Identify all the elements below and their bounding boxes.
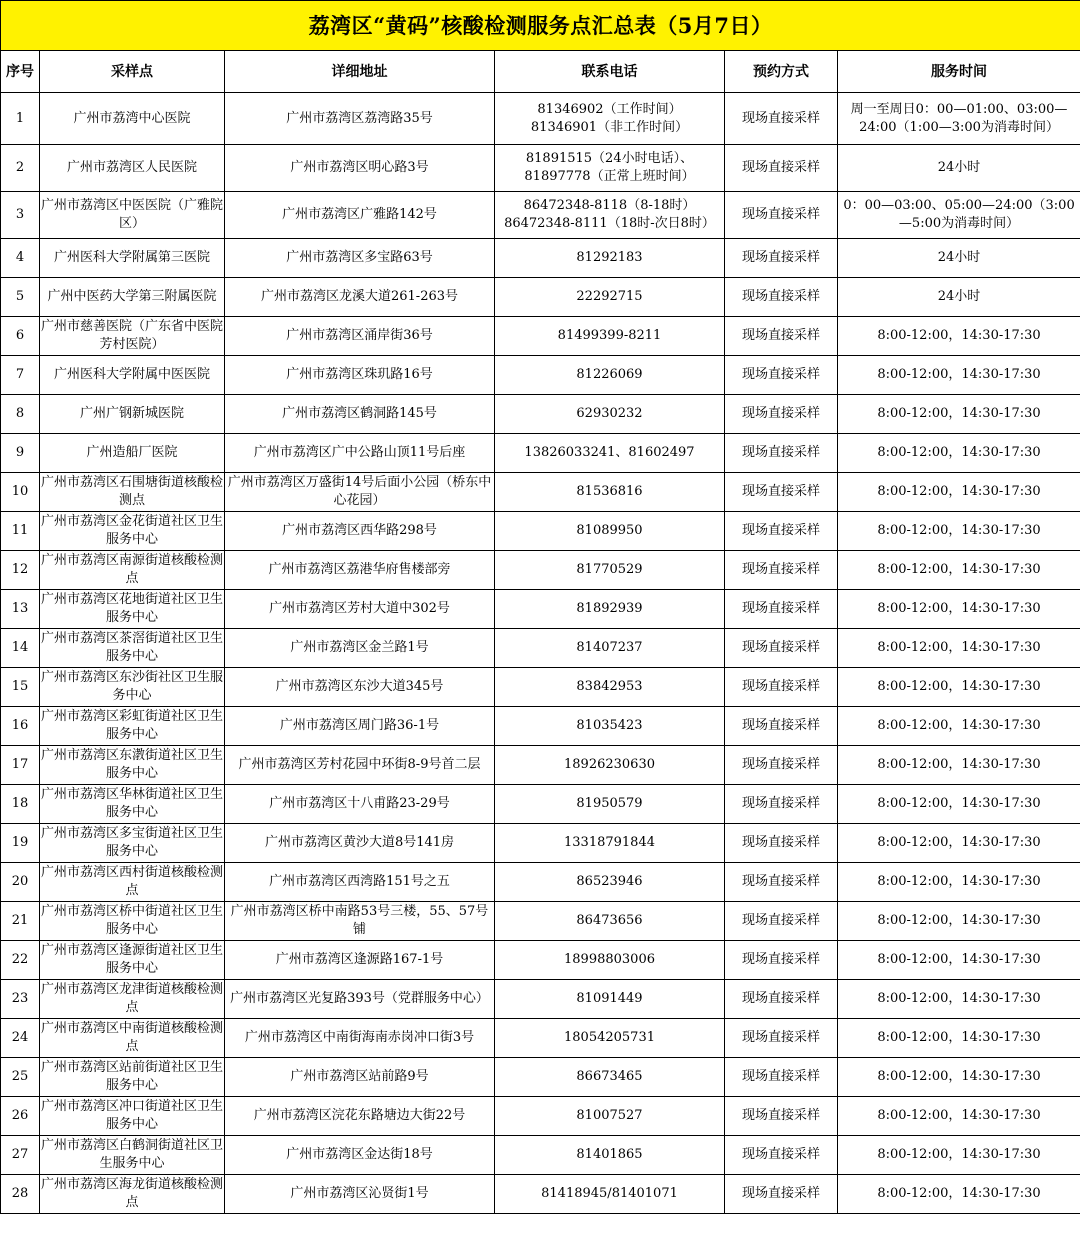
cell-phone: 81891515（24小时电话）、81897778（正常上班时间） xyxy=(495,145,725,192)
cell-hours: 8:00-12:00，14:30-17:30 xyxy=(838,785,1080,824)
cell-address: 广州市荔湾区荔湾路35号 xyxy=(225,93,495,145)
cell-site: 广州市荔湾区南源街道核酸检测点 xyxy=(40,551,225,590)
cell-booking: 现场直接采样 xyxy=(725,1175,838,1214)
cell-site: 广州市荔湾区彩虹街道社区卫生服务中心 xyxy=(40,707,225,746)
table-row xyxy=(1,278,1080,317)
table-row xyxy=(1,902,1080,941)
cell-address: 广州市荔湾区西华路298号 xyxy=(225,512,495,551)
cell-phone: 83842953 xyxy=(495,668,725,707)
cell-site: 广州广钢新城医院 xyxy=(40,395,225,434)
cell-no: 27 xyxy=(1,1136,40,1175)
cell-site: 广州市荔湾区逢源街道社区卫生服务中心 xyxy=(40,941,225,980)
table-row xyxy=(1,434,1080,473)
cell-site: 广州市荔湾区人民医院 xyxy=(40,145,225,192)
cell-hours: 8:00-12:00，14:30-17:30 xyxy=(838,941,1080,980)
table-row xyxy=(1,317,1080,356)
cell-phone: 81407237 xyxy=(495,629,725,668)
cell-booking: 现场直接采样 xyxy=(725,239,838,278)
cell-site: 广州市荔湾区多宝街道社区卫生服务中心 xyxy=(40,824,225,863)
cell-phone: 81007527 xyxy=(495,1097,725,1136)
cell-no: 9 xyxy=(1,434,40,473)
table-row xyxy=(1,395,1080,434)
table-row xyxy=(1,145,1080,192)
cell-booking: 现场直接采样 xyxy=(725,1136,838,1175)
cell-site: 广州市荔湾区中医医院（广雅院区） xyxy=(40,192,225,239)
cell-site: 广州造船厂医院 xyxy=(40,434,225,473)
table-row xyxy=(1,707,1080,746)
table-row xyxy=(1,941,1080,980)
table-row xyxy=(1,1019,1080,1058)
table-row xyxy=(1,1097,1080,1136)
cell-site: 广州市荔湾区白鹤洞街道社区卫生服务中心 xyxy=(40,1136,225,1175)
cell-no: 6 xyxy=(1,317,40,356)
cell-site: 广州市荔湾区花地街道社区卫生服务中心 xyxy=(40,590,225,629)
cell-phone: 81401865 xyxy=(495,1136,725,1175)
table-row xyxy=(1,1058,1080,1097)
cell-hours: 24小时 xyxy=(838,145,1080,192)
table-row xyxy=(1,192,1080,239)
cell-booking: 现场直接采样 xyxy=(725,863,838,902)
cell-address: 广州市荔湾区西湾路151号之五 xyxy=(225,863,495,902)
cell-hours: 8:00-12:00，14:30-17:30 xyxy=(838,1175,1080,1214)
cell-site: 广州医科大学附属第三医院 xyxy=(40,239,225,278)
cell-hours: 8:00-12:00，14:30-17:30 xyxy=(838,551,1080,590)
cell-phone: 81346902（工作时间） 81346901（非工作时间） xyxy=(495,93,725,145)
col-header-booking: 预约方式 xyxy=(725,51,838,93)
cell-booking: 现场直接采样 xyxy=(725,1058,838,1097)
cell-booking: 现场直接采样 xyxy=(725,629,838,668)
cell-hours: 8:00-12:00，14:30-17:30 xyxy=(838,512,1080,551)
cell-address: 广州市荔湾区万盛街14号后面小公园（桥东中心花园） xyxy=(225,473,495,512)
cell-site: 广州市荔湾区冲口街道社区卫生服务中心 xyxy=(40,1097,225,1136)
cell-address: 广州市荔湾区明心路3号 xyxy=(225,145,495,192)
cell-phone: 81091449 xyxy=(495,980,725,1019)
cell-no: 26 xyxy=(1,1097,40,1136)
cell-no: 15 xyxy=(1,668,40,707)
cell-hours: 8:00-12:00，14:30-17:30 xyxy=(838,590,1080,629)
cell-site: 广州市荔湾区桥中街道社区卫生服务中心 xyxy=(40,902,225,941)
cell-booking: 现场直接采样 xyxy=(725,473,838,512)
cell-address: 广州市荔湾区鹤洞路145号 xyxy=(225,395,495,434)
cell-phone: 81035423 xyxy=(495,707,725,746)
cell-phone: 18926230630 xyxy=(495,746,725,785)
cell-address: 广州市荔湾区广雅路142号 xyxy=(225,192,495,239)
cell-address: 广州市荔湾区逢源路167-1号 xyxy=(225,941,495,980)
cell-hours: 周一至周日0：00—01:00、03:00—24:00（1:00—3:00为消毒时间） xyxy=(838,93,1080,145)
cell-hours: 8:00-12:00，14:30-17:30 xyxy=(838,317,1080,356)
cell-site: 广州市荔湾区站前街道社区卫生服务中心 xyxy=(40,1058,225,1097)
cell-address: 广州市荔湾区金达街18号 xyxy=(225,1136,495,1175)
col-header-hours: 服务时间 xyxy=(838,51,1080,93)
col-header-address: 详细地址 xyxy=(225,51,495,93)
cell-phone: 81770529 xyxy=(495,551,725,590)
cell-no: 8 xyxy=(1,395,40,434)
cell-hours: 8:00-12:00，14:30-17:30 xyxy=(838,629,1080,668)
cell-booking: 现场直接采样 xyxy=(725,192,838,239)
cell-phone: 18054205731 xyxy=(495,1019,725,1058)
cell-no: 2 xyxy=(1,145,40,192)
cell-address: 广州市荔湾区多宝路63号 xyxy=(225,239,495,278)
cell-booking: 现场直接采样 xyxy=(725,785,838,824)
col-header-site: 采样点 xyxy=(40,51,225,93)
cell-address: 广州市荔湾区黄沙大道8号141房 xyxy=(225,824,495,863)
cell-phone: 18998803006 xyxy=(495,941,725,980)
cell-hours: 8:00-12:00，14:30-17:30 xyxy=(838,395,1080,434)
cell-booking: 现场直接采样 xyxy=(725,356,838,395)
table-row xyxy=(1,590,1080,629)
cell-phone: 13318791844 xyxy=(495,824,725,863)
cell-hours: 24小时 xyxy=(838,239,1080,278)
cell-no: 5 xyxy=(1,278,40,317)
cell-hours: 8:00-12:00，14:30-17:30 xyxy=(838,356,1080,395)
cell-hours: 8:00-12:00，14:30-17:30 xyxy=(838,1097,1080,1136)
table-body xyxy=(1,93,1080,1214)
cell-hours: 8:00-12:00，14:30-17:30 xyxy=(838,902,1080,941)
cell-phone: 81226069 xyxy=(495,356,725,395)
cell-booking: 现场直接采样 xyxy=(725,746,838,785)
cell-site: 广州市荔湾区西村街道核酸检测点 xyxy=(40,863,225,902)
cell-booking: 现场直接采样 xyxy=(725,434,838,473)
cell-address: 广州市荔湾区金兰路1号 xyxy=(225,629,495,668)
cell-site: 广州市慈善医院（广东省中医院芳村医院） xyxy=(40,317,225,356)
cell-phone: 86673465 xyxy=(495,1058,725,1097)
cell-booking: 现场直接采样 xyxy=(725,551,838,590)
cell-phone: 22292715 xyxy=(495,278,725,317)
cell-no: 19 xyxy=(1,824,40,863)
cell-address: 广州市荔湾区珠玑路16号 xyxy=(225,356,495,395)
cell-address: 广州市荔湾区涌岸街36号 xyxy=(225,317,495,356)
cell-phone: 81536816 xyxy=(495,473,725,512)
cell-phone: 86472348-8118（8-18时） 86472348-8111（18时-次日8时） xyxy=(495,192,725,239)
cell-booking: 现场直接采样 xyxy=(725,512,838,551)
cell-no: 25 xyxy=(1,1058,40,1097)
cell-address: 广州市荔湾区广中公路山顶11号后座 xyxy=(225,434,495,473)
cell-phone: 81950579 xyxy=(495,785,725,824)
cell-booking: 现场直接采样 xyxy=(725,941,838,980)
cell-phone: 81089950 xyxy=(495,512,725,551)
cell-hours: 8:00-12:00，14:30-17:30 xyxy=(838,980,1080,1019)
cell-hours: 8:00-12:00，14:30-17:30 xyxy=(838,1136,1080,1175)
table-row xyxy=(1,863,1080,902)
cell-phone: 81892939 xyxy=(495,590,725,629)
cell-booking: 现场直接采样 xyxy=(725,145,838,192)
cell-phone: 81292183 xyxy=(495,239,725,278)
cell-booking: 现场直接采样 xyxy=(725,668,838,707)
cell-site: 广州医科大学附属中医医院 xyxy=(40,356,225,395)
cell-no: 17 xyxy=(1,746,40,785)
table-row xyxy=(1,824,1080,863)
cell-no: 14 xyxy=(1,629,40,668)
table-row xyxy=(1,785,1080,824)
cell-address: 广州市荔湾区桥中南路53号三楼，55、57号铺 xyxy=(225,902,495,941)
cell-address: 广州市荔湾区站前路9号 xyxy=(225,1058,495,1097)
cell-no: 23 xyxy=(1,980,40,1019)
cell-address: 广州市荔湾区光复路393号（党群服务中心） xyxy=(225,980,495,1019)
cell-site: 广州市荔湾中心医院 xyxy=(40,93,225,145)
cell-hours: 24小时 xyxy=(838,278,1080,317)
cell-booking: 现场直接采样 xyxy=(725,278,838,317)
cell-site: 广州市荔湾区海龙街道核酸检测点 xyxy=(40,1175,225,1214)
table-row xyxy=(1,473,1080,512)
cell-site: 广州市荔湾区中南街道核酸检测点 xyxy=(40,1019,225,1058)
cell-no: 24 xyxy=(1,1019,40,1058)
cell-no: 22 xyxy=(1,941,40,980)
cell-hours: 0：00—03:00、05:00—24:00（3:00—5:00为消毒时间） xyxy=(838,192,1080,239)
cell-booking: 现场直接采样 xyxy=(725,1097,838,1136)
cell-no: 3 xyxy=(1,192,40,239)
cell-site: 广州市荔湾区石围塘街道核酸检测点 xyxy=(40,473,225,512)
cell-hours: 8:00-12:00，14:30-17:30 xyxy=(838,746,1080,785)
cell-site: 广州中医药大学第三附属医院 xyxy=(40,278,225,317)
cell-phone: 81418945/81401071 xyxy=(495,1175,725,1214)
table-row xyxy=(1,239,1080,278)
cell-site: 广州市荔湾区华林街道社区卫生服务中心 xyxy=(40,785,225,824)
cell-no: 18 xyxy=(1,785,40,824)
cell-hours: 8:00-12:00，14:30-17:30 xyxy=(838,1058,1080,1097)
table-row xyxy=(1,1136,1080,1175)
cell-booking: 现场直接采样 xyxy=(725,1019,838,1058)
table-row xyxy=(1,980,1080,1019)
cell-booking: 现场直接采样 xyxy=(725,395,838,434)
cell-address: 广州市荔湾区中南街海南赤岗冲口街3号 xyxy=(225,1019,495,1058)
cell-no: 28 xyxy=(1,1175,40,1214)
cell-no: 21 xyxy=(1,902,40,941)
cell-booking: 现场直接采样 xyxy=(725,707,838,746)
col-header-no: 序号 xyxy=(1,51,40,93)
cell-phone: 86523946 xyxy=(495,863,725,902)
cell-address: 广州市荔湾区十八甫路23-29号 xyxy=(225,785,495,824)
cell-address: 广州市荔湾区沁贤街1号 xyxy=(225,1175,495,1214)
cell-hours: 8:00-12:00，14:30-17:30 xyxy=(838,1019,1080,1058)
cell-address: 广州市荔湾区东沙大道345号 xyxy=(225,668,495,707)
cell-site: 广州市荔湾区东沙街社区卫生服务中心 xyxy=(40,668,225,707)
table-row xyxy=(1,1175,1080,1214)
cell-no: 20 xyxy=(1,863,40,902)
cell-no: 10 xyxy=(1,473,40,512)
cell-site: 广州市荔湾区龙津街道核酸检测点 xyxy=(40,980,225,1019)
cell-address: 广州市荔湾区浣花东路塘边大街22号 xyxy=(225,1097,495,1136)
header-row xyxy=(1,51,1080,93)
cell-no: 1 xyxy=(1,93,40,145)
cell-hours: 8:00-12:00，14:30-17:30 xyxy=(838,707,1080,746)
cell-booking: 现场直接采样 xyxy=(725,317,838,356)
cell-hours: 8:00-12:00，14:30-17:30 xyxy=(838,434,1080,473)
table-row xyxy=(1,668,1080,707)
cell-hours: 8:00-12:00，14:30-17:30 xyxy=(838,824,1080,863)
table-row xyxy=(1,356,1080,395)
cell-booking: 现场直接采样 xyxy=(725,902,838,941)
cell-no: 13 xyxy=(1,590,40,629)
table-row xyxy=(1,629,1080,668)
cell-phone: 13826033241、81602497 xyxy=(495,434,725,473)
table-row xyxy=(1,512,1080,551)
table-row xyxy=(1,746,1080,785)
table-row xyxy=(1,93,1080,145)
table-row xyxy=(1,551,1080,590)
cell-phone: 86473656 xyxy=(495,902,725,941)
cell-phone: 62930232 xyxy=(495,395,725,434)
cell-no: 4 xyxy=(1,239,40,278)
cell-booking: 现场直接采样 xyxy=(725,980,838,1019)
cell-address: 广州市荔湾区荔港华府售楼部旁 xyxy=(225,551,495,590)
cell-hours: 8:00-12:00，14:30-17:30 xyxy=(838,668,1080,707)
cell-address: 广州市荔湾区芳村花园中环街8-9号首二层 xyxy=(225,746,495,785)
cell-site: 广州市荔湾区东漖街道社区卫生服务中心 xyxy=(40,746,225,785)
cell-booking: 现场直接采样 xyxy=(725,93,838,145)
title-row xyxy=(1,1,1080,51)
cell-booking: 现场直接采样 xyxy=(725,590,838,629)
cell-no: 12 xyxy=(1,551,40,590)
cell-hours: 8:00-12:00，14:30-17:30 xyxy=(838,863,1080,902)
cell-address: 广州市荔湾区龙溪大道261-263号 xyxy=(225,278,495,317)
cell-address: 广州市荔湾区周门路36-1号 xyxy=(225,707,495,746)
cell-no: 11 xyxy=(1,512,40,551)
table-title: 荔湾区“黄码”核酸检测服务点汇总表（5月7日） xyxy=(1,1,1080,51)
cell-no: 16 xyxy=(1,707,40,746)
cell-site: 广州市荔湾区金花街道社区卫生服务中心 xyxy=(40,512,225,551)
cell-booking: 现场直接采样 xyxy=(725,824,838,863)
cell-site: 广州市荔湾区茶滘街道社区卫生服务中心 xyxy=(40,629,225,668)
cell-address: 广州市荔湾区芳村大道中302号 xyxy=(225,590,495,629)
col-header-phone: 联系电话 xyxy=(495,51,725,93)
cell-no: 7 xyxy=(1,356,40,395)
cell-phone: 81499399-8211 xyxy=(495,317,725,356)
cell-hours: 8:00-12:00，14:30-17:30 xyxy=(838,473,1080,512)
